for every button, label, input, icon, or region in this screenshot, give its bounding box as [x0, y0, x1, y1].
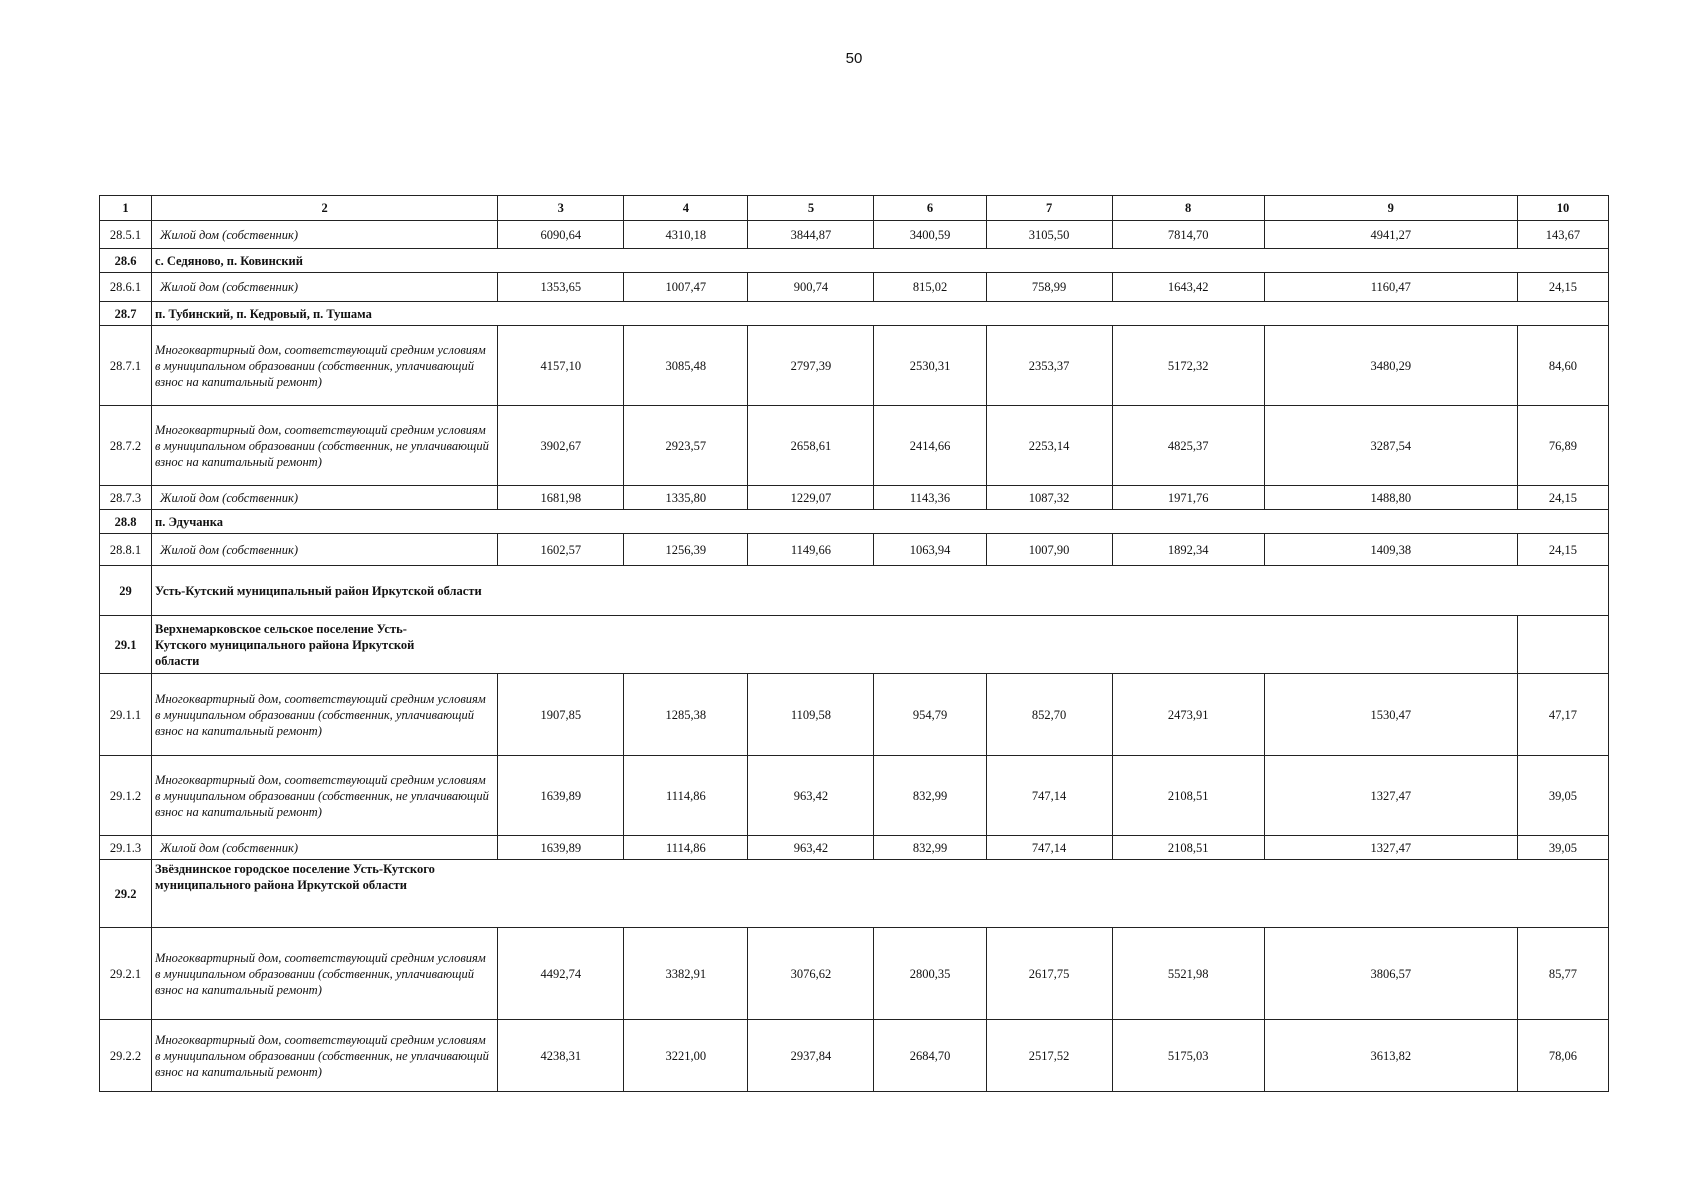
value-cell: 3844,87	[748, 221, 874, 249]
value-cell: 2517,52	[986, 1020, 1112, 1092]
row-description: Многоквартирный дом, соответствующий средним условиям в муниципальном образовании (собственник, уплачивающий взнос на капитальный ремонт)	[152, 674, 498, 756]
value-cell: 2684,70	[874, 1020, 986, 1092]
row-description: Многоквартирный дом, соответствующий средним условиям в муниципальном образовании (собственник, не уплачивающий взнос на капитальный ремонт)	[152, 1020, 498, 1092]
value-cell: 1639,89	[498, 836, 624, 860]
table-row	[100, 756, 1609, 836]
value-cell: 1488,80	[1264, 486, 1517, 510]
value-cell: 1335,80	[624, 486, 748, 510]
section-code: 28.7	[100, 302, 152, 326]
value-cell: 1639,89	[498, 756, 624, 836]
column-header: 8	[1112, 196, 1264, 221]
table-row	[100, 221, 1609, 249]
value-cell: 3221,00	[624, 1020, 748, 1092]
section-code: 29	[100, 566, 152, 616]
value-cell: 78,06	[1517, 1020, 1608, 1092]
column-header: 6	[874, 196, 986, 221]
section-title-text: п. Эдучанка	[155, 514, 223, 529]
value-cell: 1229,07	[748, 486, 874, 510]
row-code: 29.2.1	[100, 928, 152, 1020]
value-cell: 758,99	[986, 273, 1112, 302]
row-description: Многоквартирный дом, соответствующий средним условиям в муниципальном образовании (собственник, не уплачивающий взнос на капитальный ремонт)	[152, 406, 498, 486]
value-cell: 84,60	[1517, 326, 1608, 406]
section-code: 28.6	[100, 249, 152, 273]
value-cell: 2108,51	[1112, 756, 1264, 836]
value-cell: 3480,29	[1264, 326, 1517, 406]
value-cell: 1892,34	[1112, 534, 1264, 566]
table-row	[100, 674, 1609, 756]
row-description: Жилой дом (собственник)	[152, 221, 498, 249]
value-cell: 24,15	[1517, 534, 1608, 566]
value-cell: 3076,62	[748, 928, 874, 1020]
value-cell: 3902,67	[498, 406, 624, 486]
row-code: 28.8.1	[100, 534, 152, 566]
value-cell: 1114,86	[624, 756, 748, 836]
value-cell: 1327,47	[1264, 836, 1517, 860]
empty-cell	[1517, 616, 1608, 674]
value-cell: 2800,35	[874, 928, 986, 1020]
value-cell: 3382,91	[624, 928, 748, 1020]
value-cell: 815,02	[874, 273, 986, 302]
header-row	[100, 196, 1609, 221]
table-row	[100, 1020, 1609, 1092]
value-cell: 1087,32	[986, 486, 1112, 510]
value-cell: 2253,14	[986, 406, 1112, 486]
section-title	[152, 616, 1518, 674]
value-cell: 5175,03	[1112, 1020, 1264, 1092]
value-cell: 2473,91	[1112, 674, 1264, 756]
table-row	[100, 326, 1609, 406]
column-header: 2	[152, 196, 498, 221]
section-title	[152, 302, 1609, 326]
row-description: Многоквартирный дом, соответствующий средним условиям в муниципальном образовании (собственник, уплачивающий взнос на капитальный ремонт)	[152, 326, 498, 406]
value-cell: 6090,64	[498, 221, 624, 249]
section-title	[152, 249, 1609, 273]
value-cell: 143,67	[1517, 221, 1608, 249]
value-cell: 900,74	[748, 273, 874, 302]
section-title-text: с. Седяново, п. Ковинский	[155, 253, 303, 268]
value-cell: 2353,37	[986, 326, 1112, 406]
section-row	[100, 616, 1609, 674]
value-cell: 963,42	[748, 756, 874, 836]
value-cell: 3105,50	[986, 221, 1112, 249]
column-header: 7	[986, 196, 1112, 221]
row-code: 28.6.1	[100, 273, 152, 302]
value-cell: 1681,98	[498, 486, 624, 510]
value-cell: 2617,75	[986, 928, 1112, 1020]
value-cell: 852,70	[986, 674, 1112, 756]
value-cell: 963,42	[748, 836, 874, 860]
table-row	[100, 534, 1609, 566]
row-code: 29.2.2	[100, 1020, 152, 1092]
value-cell: 3806,57	[1264, 928, 1517, 1020]
table-row	[100, 406, 1609, 486]
row-code: 29.1.2	[100, 756, 152, 836]
row-code: 28.7.2	[100, 406, 152, 486]
value-cell: 1007,47	[624, 273, 748, 302]
value-cell: 2797,39	[748, 326, 874, 406]
value-cell: 5172,32	[1112, 326, 1264, 406]
value-cell: 39,05	[1517, 836, 1608, 860]
value-cell: 1007,90	[986, 534, 1112, 566]
value-cell: 5521,98	[1112, 928, 1264, 1020]
table-row	[100, 836, 1609, 860]
column-header: 3	[498, 196, 624, 221]
section-title-text: Усть-Кутский муниципальный район Иркутской области	[155, 583, 482, 598]
section-row	[100, 566, 1609, 616]
value-cell: 1327,47	[1264, 756, 1517, 836]
section-row	[100, 860, 1609, 928]
row-code: 29.1.1	[100, 674, 152, 756]
value-cell: 954,79	[874, 674, 986, 756]
value-cell: 1109,58	[748, 674, 874, 756]
tariff-table	[99, 195, 1609, 1092]
value-cell: 2530,31	[874, 326, 986, 406]
value-cell: 1643,42	[1112, 273, 1264, 302]
section-row	[100, 510, 1609, 534]
column-header: 10	[1517, 196, 1608, 221]
value-cell: 747,14	[986, 756, 1112, 836]
value-cell: 1602,57	[498, 534, 624, 566]
value-cell: 4941,27	[1264, 221, 1517, 249]
value-cell: 3400,59	[874, 221, 986, 249]
section-code: 29.2	[100, 860, 152, 928]
section-title	[152, 566, 1609, 616]
value-cell: 1114,86	[624, 836, 748, 860]
value-cell: 1160,47	[1264, 273, 1517, 302]
row-code: 28.7.3	[100, 486, 152, 510]
row-code: 29.1.3	[100, 836, 152, 860]
section-title-text: Звёзднинское городское поселение Усть-Кутского муниципального района Иркутской области	[155, 862, 435, 892]
row-description: Многоквартирный дом, соответствующий средним условиям в муниципальном образовании (собственник, уплачивающий взнос на капитальный ремонт)	[152, 928, 498, 1020]
value-cell: 1143,36	[874, 486, 986, 510]
value-cell: 2937,84	[748, 1020, 874, 1092]
row-code: 28.7.1	[100, 326, 152, 406]
value-cell: 1256,39	[624, 534, 748, 566]
section-title	[152, 510, 1609, 534]
value-cell: 3085,48	[624, 326, 748, 406]
value-cell: 1530,47	[1264, 674, 1517, 756]
value-cell: 3613,82	[1264, 1020, 1517, 1092]
table-row	[100, 273, 1609, 302]
value-cell: 747,14	[986, 836, 1112, 860]
column-header: 9	[1264, 196, 1517, 221]
column-header: 5	[748, 196, 874, 221]
row-description: Жилой дом (собственник)	[152, 534, 498, 566]
section-row	[100, 249, 1609, 273]
page-number: 50	[845, 50, 863, 67]
value-cell: 4157,10	[498, 326, 624, 406]
value-cell: 832,99	[874, 756, 986, 836]
value-cell: 2923,57	[624, 406, 748, 486]
section-title	[152, 860, 1609, 928]
value-cell: 1971,76	[1112, 486, 1264, 510]
column-header: 1	[100, 196, 152, 221]
value-cell: 24,15	[1517, 486, 1608, 510]
value-cell: 2658,61	[748, 406, 874, 486]
value-cell: 1149,66	[748, 534, 874, 566]
value-cell: 4825,37	[1112, 406, 1264, 486]
row-description: Многоквартирный дом, соответствующий средним условиям в муниципальном образовании (собственник, не уплачивающий взнос на капитальный ремонт)	[152, 756, 498, 836]
row-code: 28.5.1	[100, 221, 152, 249]
section-title-text: п. Тубинский, п. Кедровый, п. Тушама	[155, 306, 372, 321]
row-description: Жилой дом (собственник)	[152, 486, 498, 510]
value-cell: 24,15	[1517, 273, 1608, 302]
section-title-text: Верхнемарковское сельское поселение Усть-Кутского муниципального района Иркутской области	[155, 621, 415, 668]
value-cell: 832,99	[874, 836, 986, 860]
table-row	[100, 928, 1609, 1020]
row-description: Жилой дом (собственник)	[152, 836, 498, 860]
value-cell: 1063,94	[874, 534, 986, 566]
value-cell: 7814,70	[1112, 221, 1264, 249]
value-cell: 4238,31	[498, 1020, 624, 1092]
table-body	[100, 196, 1609, 1092]
row-description: Жилой дом (собственник)	[152, 273, 498, 302]
value-cell: 2108,51	[1112, 836, 1264, 860]
section-code: 29.1	[100, 616, 152, 674]
section-code: 28.8	[100, 510, 152, 534]
value-cell: 1907,85	[498, 674, 624, 756]
value-cell: 39,05	[1517, 756, 1608, 836]
section-row	[100, 302, 1609, 326]
value-cell: 1409,38	[1264, 534, 1517, 566]
column-header: 4	[624, 196, 748, 221]
value-cell: 4310,18	[624, 221, 748, 249]
value-cell: 76,89	[1517, 406, 1608, 486]
value-cell: 85,77	[1517, 928, 1608, 1020]
value-cell: 1285,38	[624, 674, 748, 756]
table-row	[100, 486, 1609, 510]
value-cell: 3287,54	[1264, 406, 1517, 486]
value-cell: 1353,65	[498, 273, 624, 302]
value-cell: 4492,74	[498, 928, 624, 1020]
value-cell: 2414,66	[874, 406, 986, 486]
value-cell: 47,17	[1517, 674, 1608, 756]
